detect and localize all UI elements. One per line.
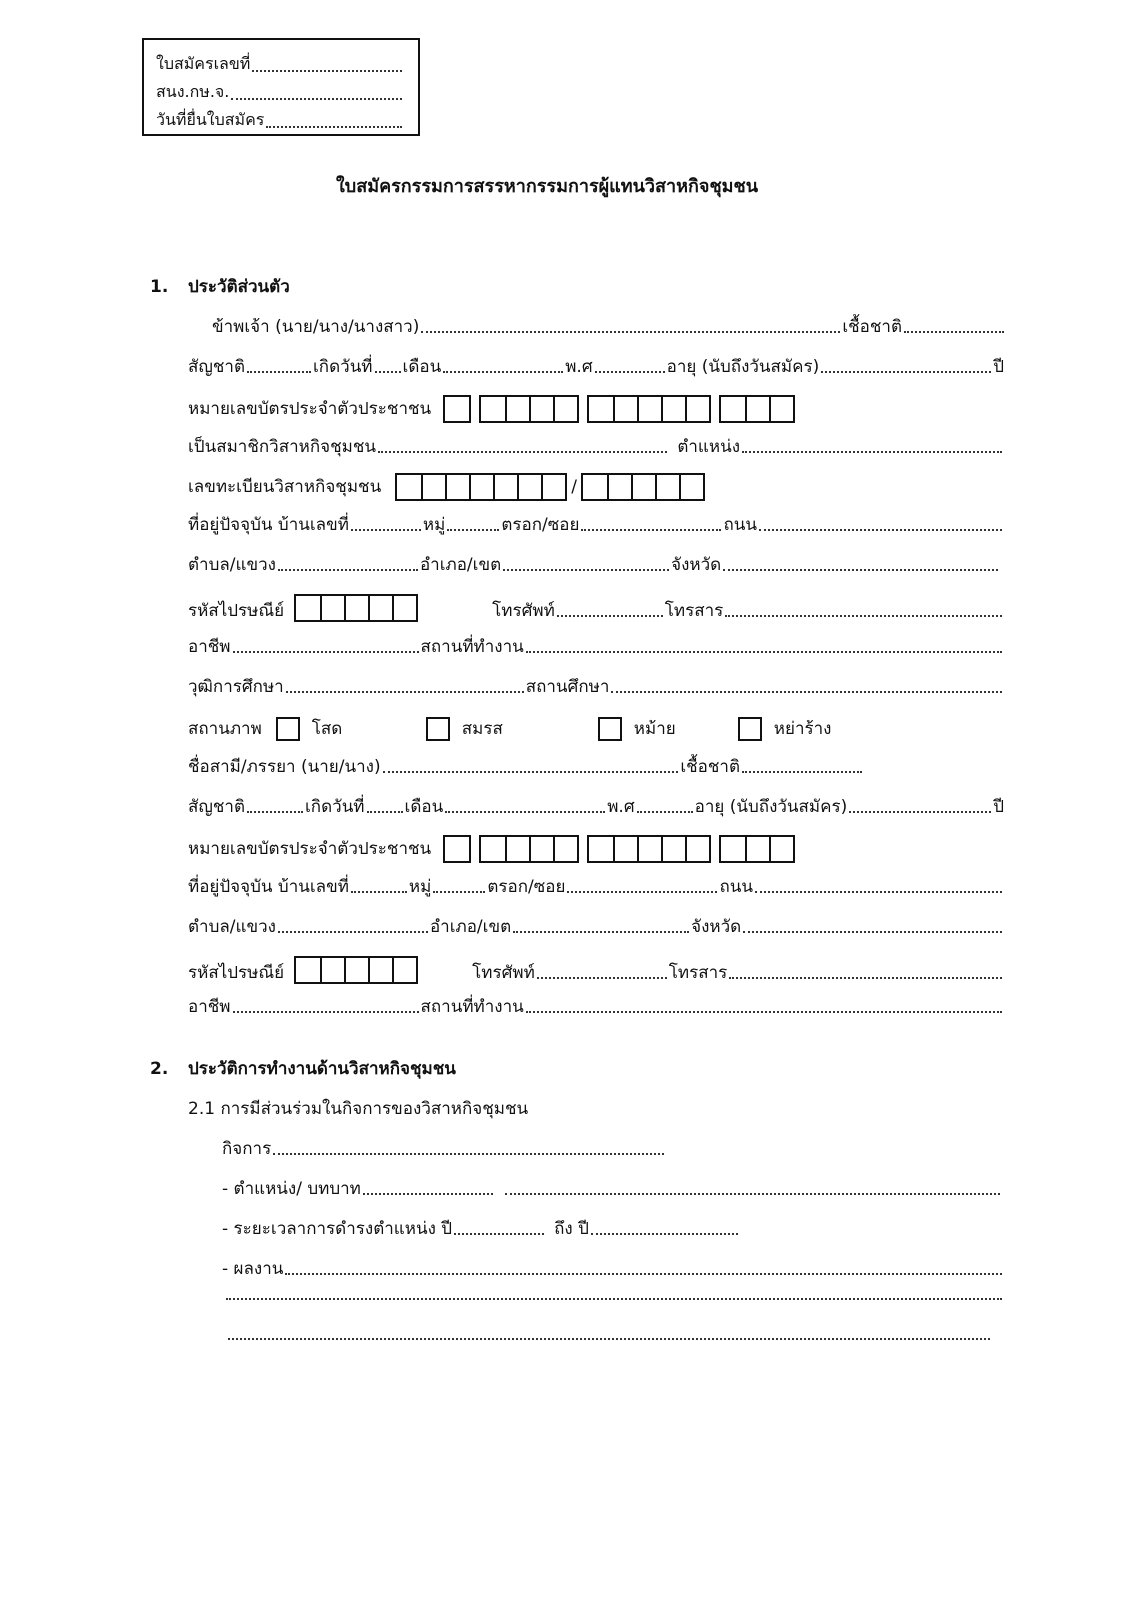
role-input-2[interactable] xyxy=(505,1193,1000,1195)
membership-row xyxy=(188,436,1004,458)
registration-group-2[interactable] xyxy=(581,473,705,501)
occupation-row xyxy=(188,636,1004,658)
spouse-birth-day-label: เกิดวันที่ xyxy=(305,797,365,817)
role-input-1[interactable] xyxy=(363,1193,493,1195)
spouse-contact-row xyxy=(188,956,1004,984)
spouse-age-unit-label: ปี xyxy=(993,797,1004,817)
id-card-group-4[interactable] xyxy=(719,395,795,423)
nationality-input[interactable] xyxy=(247,371,311,373)
spouse-alley-label: ตรอก/ซอย xyxy=(487,877,566,897)
submission-date-label: วันที่ยื่นใบสมัคร xyxy=(156,110,265,129)
house-number-input[interactable] xyxy=(351,529,421,531)
phone-input[interactable] xyxy=(557,615,663,617)
registration-slash: / xyxy=(571,477,577,497)
registration-label: เลขทะเบียนวิสาหกิจชุมชน xyxy=(188,477,382,497)
spouse-subdistrict-label: ตำบล/แขวง xyxy=(188,917,276,937)
race-label: เชื้อชาติ xyxy=(842,317,902,337)
postcode-boxes[interactable] xyxy=(294,594,418,622)
spouse-id-card-label: หมายเลขบัตรประจำตัวประชาชน xyxy=(188,839,432,859)
workplace-label: สถานที่ทำงาน xyxy=(420,637,524,657)
nationality-label: สัญชาติ xyxy=(188,357,245,377)
spouse-moo-input[interactable] xyxy=(433,891,485,893)
section1-number: 1. xyxy=(150,277,169,297)
applicant-id-row xyxy=(188,396,799,422)
road-label: ถนน xyxy=(723,515,758,535)
postcode-label: รหัสไปรษณีย์ xyxy=(188,601,285,621)
id-card-group-3[interactable] xyxy=(587,395,711,423)
age-input[interactable] xyxy=(821,371,991,373)
business-input[interactable] xyxy=(273,1153,664,1155)
school-label: สถานศึกษา xyxy=(525,677,610,697)
spouse-moo-label: หมู่ xyxy=(408,877,432,897)
fax-input[interactable] xyxy=(725,615,1002,617)
single-label: โสด xyxy=(311,719,343,739)
results-input-1[interactable] xyxy=(285,1273,1002,1275)
application-stamp-box xyxy=(142,38,420,136)
member-position-label: ตำแหน่ง xyxy=(677,437,740,457)
age-unit-label: ปี xyxy=(993,357,1004,377)
birth-day-input[interactable] xyxy=(375,371,401,373)
application-number-field[interactable] xyxy=(156,52,404,77)
birth-year-label: พ.ศ xyxy=(565,357,593,377)
role-label: - ตำแหน่ง/ บทบาท xyxy=(222,1179,361,1199)
spouse-house-number-input[interactable] xyxy=(351,891,407,893)
province-input[interactable] xyxy=(723,569,998,571)
divorced-label: หย่าร้าง xyxy=(773,719,832,739)
married-label: สมรส xyxy=(461,719,503,739)
moo-input[interactable] xyxy=(447,529,499,531)
section2-number: 2. xyxy=(150,1059,169,1079)
spouse-race-label: เชื้อชาติ xyxy=(680,757,740,777)
marital-status-label: สถานภาพ xyxy=(188,719,262,739)
subdistrict-input[interactable] xyxy=(278,569,418,571)
spouse-occupation-label: อาชีพ xyxy=(188,997,231,1017)
contact-row xyxy=(188,594,1004,622)
road-input[interactable] xyxy=(759,529,1002,531)
name-input[interactable] xyxy=(421,331,840,333)
house-number-label: ที่อยู่ปัจจุบัน บ้านเลขที่ xyxy=(188,515,349,535)
spouse-nationality-label: สัญชาติ xyxy=(188,797,245,817)
submission-date-field[interactable] xyxy=(156,108,404,133)
spouse-id-card-group-1[interactable] xyxy=(443,835,471,863)
spouse-district-input[interactable] xyxy=(513,931,689,933)
registration-group-1[interactable] xyxy=(395,473,567,501)
spouse-subdistrict-input[interactable] xyxy=(278,931,428,933)
spouse-workplace-input[interactable] xyxy=(526,1011,1002,1013)
period-row xyxy=(222,1218,740,1240)
results-continuation-2 xyxy=(226,1338,992,1345)
birth-day-label: เกิดวันที่ xyxy=(313,357,373,377)
province-label: จังหวัด xyxy=(671,555,722,575)
business-label: กิจการ xyxy=(222,1139,272,1159)
married-checkbox[interactable] xyxy=(426,717,450,741)
member-position-input[interactable] xyxy=(742,451,1002,453)
provincial-office-label: สนง.กษ.จ. xyxy=(156,82,230,101)
period-to-label: ถึง ปี xyxy=(554,1219,589,1239)
moo-label: หมู่ xyxy=(422,515,446,535)
provincial-office-field[interactable] xyxy=(156,80,404,105)
application-number-label: ใบสมัครเลขที่ xyxy=(156,54,251,73)
school-input[interactable] xyxy=(611,691,1002,693)
marital-status-row xyxy=(188,716,832,742)
spouse-occupation-input[interactable] xyxy=(233,1011,419,1013)
section2-subheading: 2.1 การมีส่วนร่วมในกิจการของวิสาหกิจชุมชน xyxy=(188,1099,529,1119)
spouse-workplace-label: สถานที่ทำงาน xyxy=(420,997,524,1017)
spouse-name-input[interactable] xyxy=(383,771,679,773)
spouse-age-label: อายุ (นับถึงวันสมัคร) xyxy=(694,797,848,817)
spouse-id-card-group-4[interactable] xyxy=(719,835,795,863)
spouse-house-number-label: ที่อยู่ปัจจุบัน บ้านเลขที่ xyxy=(188,877,349,897)
spouse-province-input[interactable] xyxy=(743,931,1002,933)
section1-heading: ประวัติส่วนตัว xyxy=(188,277,290,297)
single-checkbox[interactable] xyxy=(276,717,300,741)
birth-month-label: เดือน xyxy=(402,357,442,377)
results-continuation-1 xyxy=(224,1298,1004,1305)
spouse-id-card-group-2[interactable] xyxy=(479,835,579,863)
business-row xyxy=(222,1138,666,1160)
spouse-phone-label: โทรศัพท์ xyxy=(472,963,535,983)
spouse-id-row xyxy=(188,836,799,862)
member-of-input[interactable] xyxy=(378,451,667,453)
spouse-road-input[interactable] xyxy=(755,891,1002,893)
spouse-fax-input[interactable] xyxy=(729,977,1002,979)
phone-label: โทรศัพท์ xyxy=(492,601,555,621)
id-card-label: หมายเลขบัตรประจำตัวประชาชน xyxy=(188,399,432,419)
spouse-occupation-row xyxy=(188,996,1004,1018)
spouse-name-label: ชื่อสามี/ภรรยา (นาย/นาง) xyxy=(188,757,381,777)
member-of-label: เป็นสมาชิกวิสาหกิจชุมชน xyxy=(188,437,377,457)
spouse-province-label: จังหวัด xyxy=(691,917,742,937)
spouse-birth-day-input[interactable] xyxy=(367,811,403,813)
spouse-age-input[interactable] xyxy=(849,811,991,813)
registration-row xyxy=(188,474,709,500)
locality-row xyxy=(188,554,1000,576)
spouse-birth-year-label: พ.ศ xyxy=(607,797,635,817)
spouse-nationality-input[interactable] xyxy=(247,811,303,813)
name-label: ข้าพเจ้า (นาย/นาง/นางสาว) xyxy=(212,317,420,337)
spouse-postcode-label: รหัสไปรษณีย์ xyxy=(188,963,285,983)
spouse-alley-input[interactable] xyxy=(567,891,717,893)
district-label: อำเภอ/เขต xyxy=(419,555,502,575)
birth-year-input[interactable] xyxy=(595,371,665,373)
spouse-birth-row xyxy=(188,796,1004,818)
alley-input[interactable] xyxy=(581,529,721,531)
spouse-birth-month-label: เดือน xyxy=(404,797,444,817)
spouse-address-row xyxy=(188,876,1004,898)
period-from-label: - ระยะเวลาการดำรงตำแหน่ง ปี xyxy=(222,1219,453,1239)
results-row xyxy=(222,1258,1004,1280)
id-card-group-2[interactable] xyxy=(479,395,579,423)
spouse-race-input[interactable] xyxy=(742,771,862,773)
section2-heading: ประวัติการทำงานด้านวิสาหกิจชุมชน xyxy=(188,1059,456,1079)
spouse-name-row xyxy=(188,756,864,778)
widowed-label: หม้าย xyxy=(633,719,676,739)
occupation-label: อาชีพ xyxy=(188,637,231,657)
spouse-road-label: ถนน xyxy=(719,877,754,897)
age-label: อายุ (นับถึงวันสมัคร) xyxy=(666,357,820,377)
alley-label: ตรอก/ซอย xyxy=(501,515,580,535)
results-label: - ผลงาน xyxy=(222,1259,284,1279)
education-row xyxy=(188,676,1004,698)
birth-month-input[interactable] xyxy=(443,371,563,373)
results-input-3[interactable] xyxy=(228,1338,990,1340)
applicant-name-row xyxy=(212,316,1006,338)
spouse-birth-month-input[interactable] xyxy=(445,811,605,813)
spouse-locality-row xyxy=(188,916,1004,938)
education-input[interactable] xyxy=(286,691,524,693)
district-input[interactable] xyxy=(503,569,669,571)
race-input[interactable] xyxy=(904,331,1004,333)
results-input-2[interactable] xyxy=(226,1298,1002,1300)
workplace-input[interactable] xyxy=(526,651,1002,653)
spouse-district-label: อำเภอ/เขต xyxy=(429,917,512,937)
subdistrict-label: ตำบล/แขวง xyxy=(188,555,276,575)
spouse-postcode-boxes[interactable] xyxy=(294,956,418,984)
spouse-phone-input[interactable] xyxy=(537,977,667,979)
divorced-checkbox[interactable] xyxy=(738,717,762,741)
period-from-input[interactable] xyxy=(454,1233,544,1235)
spouse-fax-label: โทรสาร xyxy=(668,963,728,983)
period-to-input[interactable] xyxy=(591,1233,738,1235)
id-card-group-1[interactable] xyxy=(443,395,471,423)
widowed-checkbox[interactable] xyxy=(598,717,622,741)
fax-label: โทรสาร xyxy=(664,601,724,621)
form-title: ใบสมัครกรรมการสรรหากรรมการผู้แทนวิสาหกิจชุมชน xyxy=(336,176,759,197)
applicant-birth-row xyxy=(188,356,1004,378)
occupation-input[interactable] xyxy=(233,651,419,653)
spouse-id-card-group-3[interactable] xyxy=(587,835,711,863)
spouse-birth-year-input[interactable] xyxy=(637,811,693,813)
education-label: วุฒิการศึกษา xyxy=(188,677,284,697)
role-row xyxy=(222,1178,1002,1200)
address-row xyxy=(188,514,1004,536)
